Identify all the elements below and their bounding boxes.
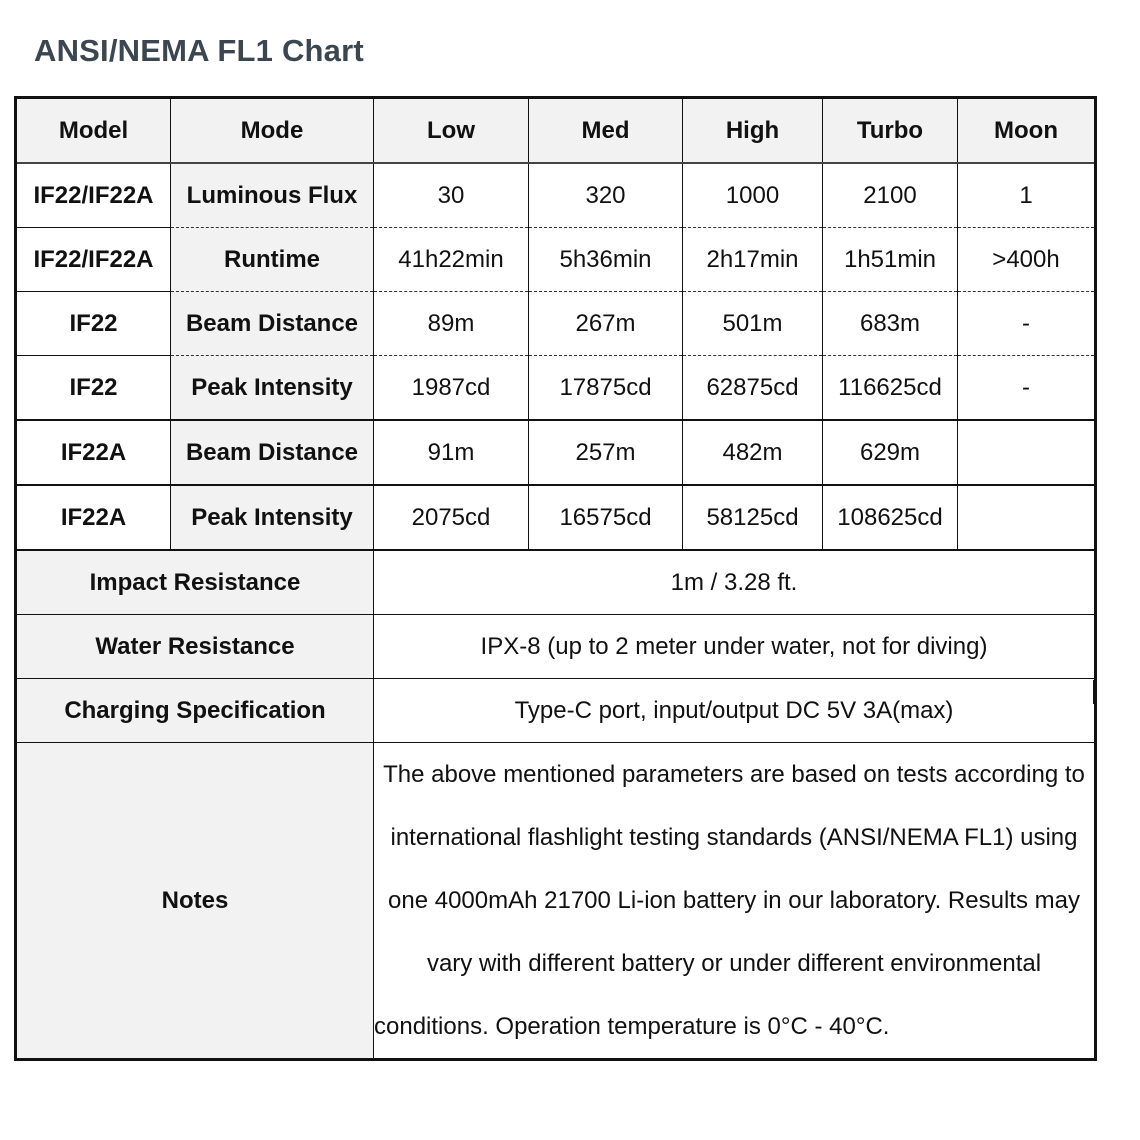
model-cell: IF22 [16, 292, 171, 356]
spec-value: Type-C port, input/output DC 5V 3A(max) [374, 679, 1096, 743]
value-cell: 58125cd [683, 485, 823, 550]
mode-cell: Runtime [171, 228, 374, 292]
header-mode: Mode [171, 98, 374, 164]
value-cell: 1h51min [823, 228, 958, 292]
spec-label: Impact Resistance [16, 550, 374, 615]
value-cell: 5h36min [529, 228, 683, 292]
header-row [16, 98, 1096, 164]
value-cell: 629m [823, 420, 958, 485]
mode-cell: Peak Intensity [171, 356, 374, 421]
value-cell: 1 [958, 163, 1096, 228]
spec-row-water [16, 615, 1096, 679]
value-cell: 683m [823, 292, 958, 356]
value-cell: 16575cd [529, 485, 683, 550]
mode-cell: Beam Distance [171, 420, 374, 485]
spec-value: IPX-8 (up to 2 meter under water, not for diving) [374, 615, 1096, 679]
header-moon: Moon [958, 98, 1096, 164]
table-row [16, 485, 1096, 550]
table-row [16, 420, 1096, 485]
mode-cell: Peak Intensity [171, 485, 374, 550]
notes-label: Notes [16, 743, 374, 1060]
value-cell: >400h [958, 228, 1096, 292]
header-high: High [683, 98, 823, 164]
value-cell: 2075cd [374, 485, 529, 550]
model-cell: IF22/IF22A [16, 163, 171, 228]
notes-text: The above mentioned parameters are based on tests according to international flashlight testing standards (ANSI/NEMA FL1) using one 4000mAh 21700 Li-ion battery in our laboratory. Results may vary with different battery or under different environmental conditions. Operation temperature is 0°C - 40°C. [374, 743, 1096, 1060]
value-cell: 482m [683, 420, 823, 485]
fl1-spec-table [14, 96, 1097, 1061]
spec-row-charging [16, 679, 1096, 743]
model-cell: IF22/IF22A [16, 228, 171, 292]
value-cell: 320 [529, 163, 683, 228]
value-cell [958, 485, 1096, 550]
value-cell: 89m [374, 292, 529, 356]
model-cell: IF22A [16, 485, 171, 550]
model-cell: IF22A [16, 420, 171, 485]
table-row [16, 228, 1096, 292]
model-cell: IF22 [16, 356, 171, 421]
notes-row [16, 743, 1096, 1060]
spec-value: 1m / 3.28 ft. [374, 550, 1096, 615]
header-med: Med [529, 98, 683, 164]
value-cell: 1987cd [374, 356, 529, 421]
header-model: Model [16, 98, 171, 164]
value-cell: - [958, 292, 1096, 356]
value-cell: 116625cd [823, 356, 958, 421]
table-row [16, 163, 1096, 228]
value-cell: 91m [374, 420, 529, 485]
value-cell: 267m [529, 292, 683, 356]
spec-label: Water Resistance [16, 615, 374, 679]
mode-cell: Luminous Flux [171, 163, 374, 228]
value-cell: 41h22min [374, 228, 529, 292]
value-cell: 30 [374, 163, 529, 228]
header-low: Low [374, 98, 529, 164]
value-cell: 2100 [823, 163, 958, 228]
mode-cell: Beam Distance [171, 292, 374, 356]
value-cell: 108625cd [823, 485, 958, 550]
spec-row-impact [16, 550, 1096, 615]
table-row [16, 356, 1096, 421]
value-cell: 2h17min [683, 228, 823, 292]
header-turbo: Turbo [823, 98, 958, 164]
value-cell: 17875cd [529, 356, 683, 421]
value-cell: 62875cd [683, 356, 823, 421]
value-cell: 1000 [683, 163, 823, 228]
chart-title: ANSI/NEMA FL1 Chart [34, 33, 364, 68]
value-cell [958, 420, 1096, 485]
table-edge-mark [1093, 680, 1097, 704]
value-cell: 501m [683, 292, 823, 356]
table-row [16, 292, 1096, 356]
value-cell: - [958, 356, 1096, 421]
value-cell: 257m [529, 420, 683, 485]
spec-label: Charging Specification [16, 679, 374, 743]
